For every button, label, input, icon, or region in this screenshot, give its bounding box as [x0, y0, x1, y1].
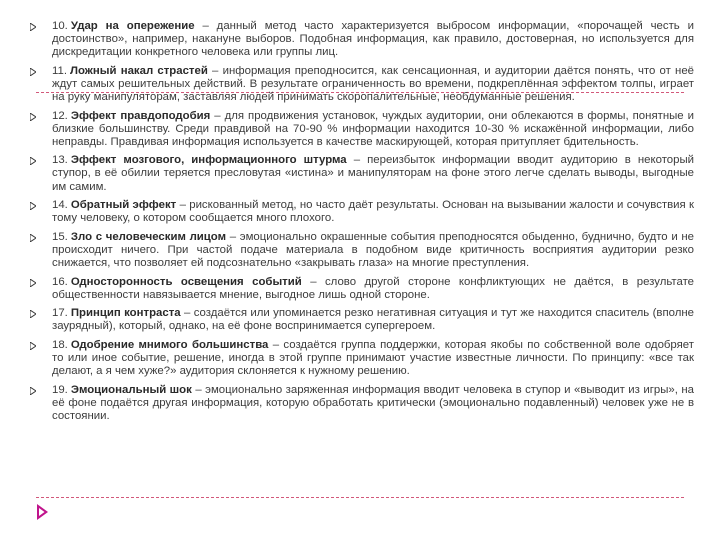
- item-term: Зло с человеческим лицом: [70, 230, 227, 243]
- item-term: Односторонность освещения событий: [70, 275, 302, 288]
- item-number: 13.: [52, 154, 68, 167]
- triangle-bullet-icon: [30, 234, 36, 242]
- item-term: Обратный эффект: [70, 199, 177, 212]
- triangle-bullet-icon: [30, 68, 36, 76]
- item-text: – переизбыток информации вводит аудиторию в некоторый ступор, в её обилии теряется пресловутая «истина» и манипуляторам на фоне этого легче сделать выводы, выгодные им самим.: [52, 154, 694, 193]
- triangle-bullet-icon: [30, 387, 36, 395]
- triangle-bullet-icon: [30, 202, 36, 210]
- list-item: [28, 110, 694, 149]
- dashed-divider-bottom: [36, 497, 684, 498]
- triangle-bullet-icon: [30, 342, 36, 350]
- item-number: 19.: [52, 383, 68, 396]
- technique-list: [28, 20, 694, 429]
- list-item: [28, 154, 694, 193]
- list-item: [28, 199, 694, 225]
- list-item: [28, 339, 694, 378]
- item-number: 17.: [52, 307, 68, 320]
- triangle-bullet-icon: [30, 113, 36, 121]
- triangle-bullet-icon: [30, 157, 36, 165]
- triangle-bullet-icon: [30, 279, 36, 287]
- item-number: 18.: [52, 338, 68, 351]
- item-number: 10.: [52, 20, 68, 32]
- list-item: [28, 307, 694, 333]
- list-item: [28, 276, 694, 302]
- item-number: 11.: [52, 64, 67, 77]
- item-term: Эффект правдоподобия: [70, 109, 211, 122]
- item-term: Эмоциональный шок: [70, 383, 192, 396]
- item-text: – создаётся группа поддержки, которая якобы по собственной воле одобряет то или иное событие, решение, иногда в этой группе принимают участие известные личности. По принципу: «все так делают, а я чем хуже?» аудитория склоняется к нужному решению.: [52, 338, 694, 378]
- item-number: 16.: [52, 275, 68, 288]
- item-text: – рискованный метод, но часто даёт результаты. Основан на вызывании жалости и сочувствия к тому человеку, о котором сообщается много плохого.: [52, 199, 695, 225]
- item-text: – слово другой стороне конфликтующих не даётся, в результате общественности навязывается мнение, выгодное лишь одной стороне.: [52, 275, 695, 301]
- triangle-bullet-icon: [30, 310, 36, 318]
- item-term: Принцип контраста: [70, 307, 181, 320]
- list-item: [28, 384, 694, 423]
- item-text: – информация преподносится, как сенсационная, и аудитории даётся понять, что от неё ждут самых решительных действий. В результате ограниченность во времени, подкреплённая эффектом толпы, играет на руку манипуляторам, заставляя людей принимать скоропалительные, необдуманные решения.: [52, 64, 694, 103]
- list-item: [28, 231, 694, 270]
- item-term: Одобрение мнимого большинства: [70, 338, 269, 351]
- next-arrow-icon[interactable]: [36, 504, 48, 520]
- item-number: 12.: [52, 109, 68, 122]
- triangle-bullet-icon: [30, 23, 36, 31]
- item-number: 15.: [52, 230, 68, 243]
- item-term: Эффект мозгового, информационного штурма: [70, 154, 347, 167]
- item-term: Ложный накал страстей: [70, 64, 208, 77]
- list-item: [28, 65, 694, 104]
- item-term: Удар на опережение: [70, 20, 195, 32]
- list-item: [28, 20, 694, 59]
- item-text: – для продвижения установок, чуждых аудитории, они облекаются в формы, понятные и близкие большинству. Среди правдивой на 70-90 % информации находится 10-30 % искажённой информации, либо неправды. Правдивая информация используется в качестве маскирующей, которая притупляет бдительность.: [52, 109, 694, 148]
- item-text: – эмоционально окрашенные события преподносятся обыденно, буднично, будто и не происходит ничего. При частой подаче материала в подобном виде критичность восприятия аудитории резко снижается, что позволяет ей подсознательно «закрывать глаза» на многие преступления.: [52, 230, 694, 269]
- item-text: – данный метод часто характеризуется выбросом информации, «порочащей честь и достоинство», например, накануне выборов. Подобная информация, как правило, достоверная, но используется для дискредитации конкретного человека или группы лиц.: [52, 20, 694, 59]
- item-text: – создаётся или упоминается резко негативная ситуация и тут же находится спаситель (вполне заурядный), который, однако, на её фоне воспринимается супергероем.: [52, 307, 694, 333]
- item-number: 14.: [52, 199, 68, 212]
- item-text: – эмоционально заряженная информация вводит человека в ступор и «выводит из игры», на её фоне подаётся другая информация, которую обработать критически (эмоционально подавленный) человек уже не в состоянии.: [52, 383, 694, 422]
